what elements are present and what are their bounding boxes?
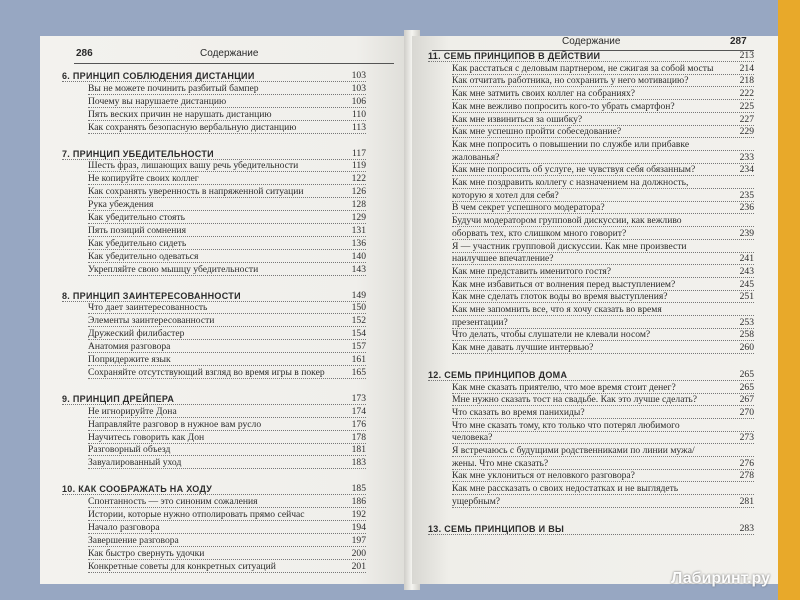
entry-page-number: 267 <box>739 394 754 406</box>
entry-title: Не игнорируйте Дона <box>88 405 177 417</box>
entry-page-number: 239 <box>739 227 754 239</box>
entry-page-number: 265 <box>739 368 754 380</box>
chapter-title: 10. КАК СООБРАЖАТЬ НА ХОДУ <box>62 484 213 495</box>
toc-entry-row <box>88 340 366 354</box>
toc-entry-row <box>88 211 366 225</box>
entry-title: Как мне рассказать о своих недостатках и не выглядеть <box>452 483 679 495</box>
entry-title: Как мне успешно пройти собеседование? <box>452 126 622 138</box>
entry-page-number: 197 <box>351 534 366 546</box>
entry-page-number: 253 <box>739 316 754 328</box>
entry-page-number: 260 <box>739 342 754 354</box>
entry-title: Укрепляйте свою мышцу убедительности <box>88 263 259 275</box>
entry-title: Как мне избавиться от волнения перед выступлением? <box>452 278 676 290</box>
toc-entry-row <box>88 263 366 277</box>
entry-title: Как отчитать работника, но сохранить у него мотивацию? <box>452 75 689 87</box>
entry-page-number: 236 <box>739 202 754 214</box>
entry-page-number: 119 <box>351 160 366 172</box>
toc-chapter-row <box>62 482 366 496</box>
toc-entry-row <box>88 456 366 470</box>
book-cover-edge <box>778 0 800 600</box>
toc-entry-row <box>88 443 366 457</box>
entry-title: Как мне попросить о повышении по службе или прибавке <box>452 138 690 150</box>
entry-page-number: 235 <box>739 189 754 201</box>
toc-entry-row <box>88 108 366 122</box>
entry-title: Как мне поздравить коллегу с назначением на должность, <box>452 177 689 188</box>
entry-page-number: 173 <box>351 392 366 404</box>
entry-page-number: 131 <box>351 224 366 236</box>
entry-title: Как мне запомнить все, что я хочу сказать во время <box>452 304 662 315</box>
chapter-title: 8. ПРИНЦИП ЗАИНТЕРЕСОВАННОСТИ <box>62 290 241 301</box>
entry-page-number: 106 <box>351 95 366 107</box>
entry-page-number: 222 <box>739 88 754 100</box>
left-header-rule <box>74 63 394 64</box>
toc-entry-row <box>452 495 754 509</box>
entry-title: оборвать тех, кто слишком много говорит? <box>452 227 627 239</box>
entry-page-number: 117 <box>351 147 366 159</box>
entry-page-number: 136 <box>351 237 366 249</box>
right-page-number: 287 <box>730 36 747 47</box>
toc-chapter-row <box>62 289 366 303</box>
entry-title: презентации? <box>452 316 508 328</box>
entry-title: Завершение разговора <box>88 534 179 546</box>
entry-title: В чем секрет успешного модератора? <box>452 202 605 214</box>
toc-chapter-row <box>428 522 754 536</box>
entry-title: Что мне сказать тому, кто только что потерял любимого <box>452 419 680 431</box>
entry-page-number: 157 <box>351 341 366 353</box>
entry-title: Как сохранять уверенность в напряженной ситуации <box>88 186 304 198</box>
entry-page-number: 140 <box>351 250 366 262</box>
toc-entry-row <box>88 508 366 522</box>
entry-title: Как мне попросить об услуге, не чувствуя себя обязанным? <box>452 164 696 176</box>
entry-title: Как мне извиниться за ошибку? <box>452 113 583 125</box>
chapter-title: 9. ПРИНЦИП ДРЕЙПЕРА <box>62 393 175 404</box>
entry-title: Истории, которые нужно отполировать прямо сейчас <box>88 509 305 520</box>
entry-title: Шесть фраз, лишающих вашу речь убедительности <box>88 160 299 172</box>
entry-title: Рука убеждения <box>88 199 154 211</box>
right-page <box>412 36 778 584</box>
entry-page-number: 126 <box>351 186 366 198</box>
entry-page-number: 265 <box>739 381 754 393</box>
entry-page-number: 149 <box>351 289 366 301</box>
toc-entry-row <box>88 418 366 432</box>
entry-title: Направляйте разговор в нужное вам русло <box>88 418 262 430</box>
entry-page-number: 283 <box>739 522 754 534</box>
toc-entry-row <box>88 250 366 264</box>
entry-title: Как мне сказать приятелю, что мое время стоит денег? <box>452 381 676 393</box>
entry-title: Как мне представить именитого гостя? <box>452 265 612 277</box>
entry-title: Не копируйте своих коллег <box>88 173 199 185</box>
entry-page-number: 161 <box>351 354 366 365</box>
toc-entry-row <box>88 560 366 574</box>
entry-page-number: 128 <box>351 199 366 211</box>
entry-page-number: 258 <box>739 329 754 341</box>
entry-title: Пять веских причин не нарушать дистанцию <box>88 108 272 120</box>
entry-title: Как мне давать лучшие интервью? <box>452 342 594 354</box>
entry-title: Как быстро свернуть удочки <box>88 547 205 559</box>
entry-page-number: 154 <box>351 328 366 340</box>
entry-page-number: 278 <box>739 470 754 482</box>
toc-chapter-row <box>62 147 366 161</box>
left-page <box>40 36 412 584</box>
left-page-number: 286 <box>76 48 93 59</box>
entry-page-number: 218 <box>739 75 754 87</box>
entry-title: Пять позиций сомнения <box>88 224 186 236</box>
toc-chapter-row <box>62 392 366 406</box>
chapter-title: 11. СЕМЬ ПРИНЦИПОВ В ДЕЙСТВИИ <box>428 51 601 61</box>
entry-title: Научитесь говорить как Дон <box>88 431 205 443</box>
entry-page-number: 227 <box>739 113 754 125</box>
toc-entry-row <box>88 405 366 419</box>
chapter-title: 7. ПРИНЦИП УБЕДИТЕЛЬНОСТИ <box>62 148 214 159</box>
entry-title: Что делать, чтобы слушатели не клевали носом? <box>452 329 651 341</box>
entry-page-number: 129 <box>351 212 366 223</box>
entry-page-number: 176 <box>351 418 366 430</box>
entry-title: Как сохранять безопасную вербальную дистанцию <box>88 121 297 133</box>
entry-page-number: 281 <box>739 495 754 507</box>
entry-page-number: 273 <box>739 432 754 444</box>
entry-title: жалованья? <box>452 151 500 163</box>
entry-title: Как убедительно сидеть <box>88 237 187 249</box>
entry-page-number: 110 <box>351 108 366 120</box>
toc-entry-row <box>88 521 366 535</box>
entry-title: Будучи модератором групповой дискуссии, как вежливо <box>452 215 682 227</box>
entry-page-number: 178 <box>351 431 366 443</box>
entry-title: Завуалированный уход <box>88 457 182 469</box>
toc-entry-row <box>88 534 366 548</box>
entry-page-number: 185 <box>351 483 366 495</box>
entry-page-number: 245 <box>739 278 754 290</box>
toc-entry-row <box>88 353 366 367</box>
toc-entry-row <box>88 198 366 212</box>
entry-title: Сохраняйте отсутствующий взгляд во время игры в покер <box>88 366 325 378</box>
toc-entry-row <box>88 224 366 238</box>
entry-title: ущербным? <box>452 495 501 507</box>
toc-entry-row <box>88 495 366 509</box>
entry-page-number: 243 <box>739 265 754 277</box>
entry-title: Как мне затмить своих коллег на собраниях? <box>452 88 635 100</box>
chapter-title: 6. ПРИНЦИП СОБЛЮДЕНИЯ ДИСТАНЦИИ <box>62 71 255 81</box>
entry-title: Попридержите язык <box>88 354 171 365</box>
toc-entry-row <box>88 314 366 328</box>
entry-title: жены. Что мне сказать? <box>452 457 549 469</box>
entry-title: Анатомия разговора <box>88 341 171 353</box>
entry-title: Что дает заинтересованность <box>88 302 208 314</box>
entry-page-number: 251 <box>739 291 754 303</box>
entry-page-number: 152 <box>351 315 366 327</box>
toc-chapter-row <box>62 69 366 83</box>
entry-title: Я встречаюсь с будущими родственниками по линии мужа/ <box>452 445 695 456</box>
entry-title: Начало разговора <box>88 521 160 533</box>
entry-page-number: 214 <box>739 62 754 74</box>
entry-title: Разговорный объезд <box>88 444 171 456</box>
left-running-head: Содержание <box>200 48 259 59</box>
toc-entry-row <box>88 301 366 315</box>
entry-title: Мне нужно сказать тост на свадьбе. Как это лучше сделать? <box>452 394 698 406</box>
entry-page-number: 183 <box>351 457 366 469</box>
toc-entry-row <box>88 237 366 251</box>
entry-title: наилучшее впечатление? <box>452 253 554 265</box>
entry-page-number: 234 <box>739 164 754 176</box>
entry-page-number: 194 <box>351 521 366 533</box>
watermark-logo: Лабиринт.ру <box>671 570 770 587</box>
entry-title: Как убедительно одеваться <box>88 250 199 262</box>
entry-page-number: 165 <box>351 366 366 378</box>
entry-title: Вы не можете починить разбитый бампер <box>88 82 259 94</box>
toc-entry-row <box>88 159 366 173</box>
toc-entry-row <box>88 82 366 96</box>
entry-page-number: 113 <box>351 121 366 133</box>
entry-page-number: 122 <box>351 173 366 185</box>
entry-page-number: 213 <box>739 50 754 61</box>
entry-page-number: 225 <box>739 100 754 112</box>
entry-title: Почему вы нарушаете дистанцию <box>88 95 227 107</box>
entry-page-number: 143 <box>351 263 366 275</box>
chapter-title: 12. СЕМЬ ПРИНЦИПОВ ДОМА <box>428 369 568 380</box>
entry-title: Что сказать во время панихиды? <box>452 406 585 418</box>
entry-page-number: 192 <box>351 509 366 520</box>
toc-entry-row <box>88 185 366 199</box>
entry-title: Как мне уклониться от неловкого разговора? <box>452 470 635 482</box>
toc-entry-row <box>88 121 366 135</box>
entry-page-number: 103 <box>351 70 366 81</box>
right-running-head: Содержание <box>562 36 621 47</box>
entry-page-number: 276 <box>739 457 754 469</box>
entry-page-number: 270 <box>739 406 754 418</box>
entry-page-number: 200 <box>351 547 366 559</box>
toc-entry-row <box>88 95 366 109</box>
entry-page-number: 186 <box>351 496 366 508</box>
entry-title: Элементы заинтересованности <box>88 315 215 327</box>
entry-title: Дружеский филибастер <box>88 328 185 340</box>
entry-title: Конкретные советы для конкретных ситуаций <box>88 560 276 572</box>
entry-title: Как мне вежливо попросить кого-то убрать смартфон? <box>452 100 675 112</box>
entry-title: Как расстаться с деловым партнером, не сжигая за собой мосты <box>452 62 714 74</box>
toc-entry-row <box>88 547 366 561</box>
toc-entry-row <box>88 366 366 380</box>
entry-page-number: 201 <box>351 560 366 572</box>
entry-page-number: 241 <box>739 253 754 265</box>
entry-title: Как убедительно стоять <box>88 212 186 223</box>
toc-entry-row <box>88 327 366 341</box>
entry-page-number: 174 <box>351 405 366 417</box>
entry-title: которую я хотел для себя? <box>452 189 559 201</box>
entry-page-number: 150 <box>351 302 366 314</box>
entry-title: Спонтанность — это синоним сожаления <box>88 496 258 508</box>
toc-entry-row <box>88 431 366 445</box>
entry-title: человека? <box>452 432 493 444</box>
entry-title: Как мне сделать глоток воды во время выступления? <box>452 291 668 303</box>
toc-entry-row <box>88 172 366 186</box>
entry-title: Я — участник групповой дискуссии. Как мне произвести <box>452 240 687 252</box>
entry-page-number: 103 <box>351 82 366 94</box>
entry-page-number: 233 <box>739 151 754 163</box>
chapter-title: 13. СЕМЬ ПРИНЦИПОВ И ВЫ <box>428 523 565 534</box>
toc-entry-row <box>452 341 754 355</box>
entry-page-number: 229 <box>739 126 754 138</box>
entry-page-number: 181 <box>351 444 366 456</box>
